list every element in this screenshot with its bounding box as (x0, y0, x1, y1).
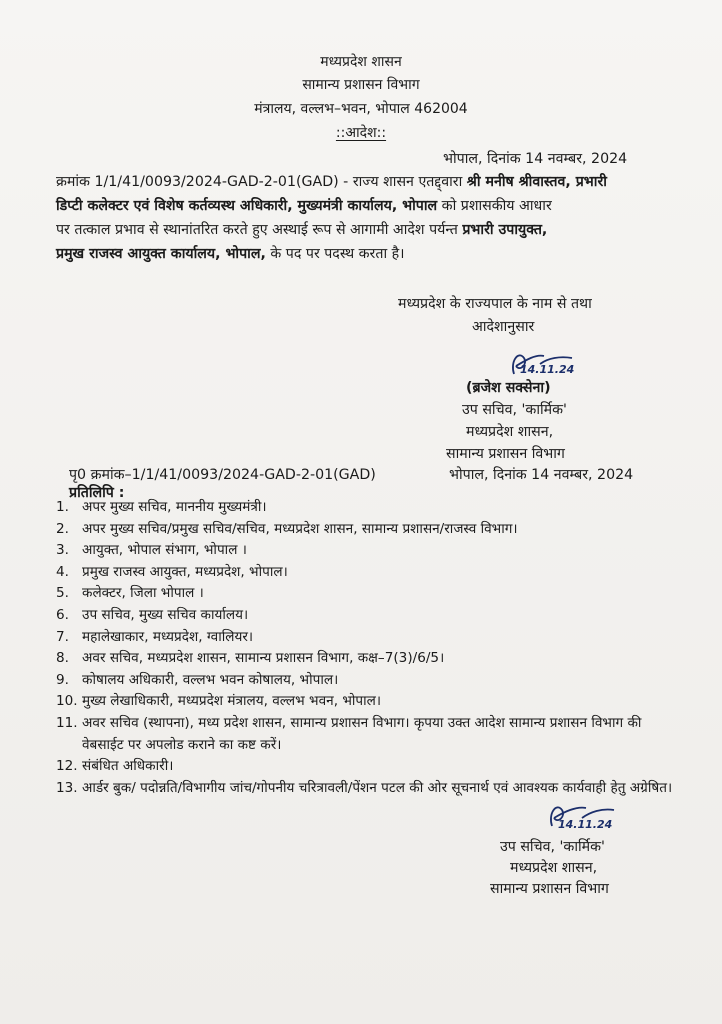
copy-list (56, 497, 686, 799)
signatory-2-dept: सामान्य प्रशासन विभाग (490, 881, 609, 897)
order-line-4-rest: के पद पर पदस्थ करता है। (270, 246, 405, 262)
signatory-2-designation: उप सचिव, 'कार्मिक' (500, 839, 605, 855)
order-line-3 (56, 218, 547, 242)
list-item: 1. अपर मुख्य सचिव, माननीय मुख्यमंत्री। (56, 499, 267, 515)
list-item: 11. अवर सचिव (स्थापना), मध्य प्रदेश शासन, सामान्य प्रशासन विभाग। कृपया उक्त आदेश सामान्य प्रशासन विभाग की वेबसाईट पर अपलोड कराने का कष्ट करें। (56, 714, 642, 753)
officer-current-post: डिप्टी कलेक्टर एवं विशेष कर्तव्यस्थ अधिकारी, मुख्यमंत्री कार्यालय, भोपाल (56, 198, 438, 214)
list-item: 8. अवर सचिव, मध्यप्रदेश शासन, सामान्य प्रशासन विभाग, कक्ष–7(3)/6/5। (56, 650, 445, 667)
header-address: मंत्रालय, वल्लभ–भवन, भोपाल 462004 (254, 101, 468, 117)
signatory-1-gov: मध्यप्रदेश शासन, (466, 424, 554, 440)
list-item: 9. कोषालय अधिकारी, वल्लभ भवन कोषालय, भोपाल। (56, 671, 339, 688)
header-gov: मध्यप्रदेश शासन (320, 54, 402, 70)
order-date: भोपाल, दिनांक 14 नवम्बर, 2024 (443, 151, 628, 167)
list-item: 2. अपर मुख्य सचिव/प्रमुख सचिव/सचिव, मध्यप्रदेश शासन, सामान्य प्रशासन/राजस्व विभाग। (56, 520, 518, 537)
order-line-1 (56, 170, 607, 194)
signatory-1-dept: सामान्य प्रशासन विभाग (446, 446, 565, 462)
list-item: 13. आर्डर बुक/ पदोन्नति/विभागीय जांच/गोपनीय चरित्रावली/पेंशन पटल की ओर सूचनार्थ एवं आवश्यक कार्यवाही हेतु अग्रेषित। (56, 779, 673, 796)
signature-2-date: 14.11.24 (558, 818, 613, 831)
list-item: 6. उप सचिव, मुख्य सचिव कार्यालय। (56, 606, 249, 623)
signatory-1-designation: उप सचिव, 'कार्मिक' (462, 402, 567, 418)
list-item: 3. आयुक्त, भोपाल संभाग, भोपाल । (56, 542, 247, 559)
signature-1-date: 14.11.24 (520, 363, 575, 376)
order-line-2 (56, 194, 552, 218)
new-post-part1: प्रभारी उपायुक्त, (462, 222, 548, 238)
list-item: 7. महालेखाकार, मध्यप्रदेश, ग्वालियर। (56, 628, 254, 645)
signatory-2-gov: मध्यप्रदेश शासन, (510, 860, 598, 876)
list-item: 10. मुख्य लेखाधिकारी, मध्यप्रदेश मंत्रालय, वल्लभ भवन, भोपाल। (56, 693, 382, 710)
order-line-2-rest: को प्रशासकीय आधार (441, 198, 552, 214)
list-item: 5. कलेक्टर, जिला भोपाल । (56, 585, 204, 602)
order-line-4 (56, 242, 405, 266)
signatory-1-name: (ब्रजेश सक्सेना) (466, 380, 551, 396)
officer-name: श्री मनीष श्रीवास्तव, प्रभारी (466, 174, 607, 190)
authority-line-1: मध्यप्रदेश के राज्यपाल के नाम से तथा (398, 296, 592, 312)
order-line-1-text: राज्य शासन एतद्द्वारा (352, 174, 463, 190)
order-line-3-text: पर तत्काल प्रभाव से स्थानांतरित करते हुए अस्थाई रूप से आगामी आदेश पर्यन्त (56, 222, 458, 238)
order-title: ::आदेश:: (335, 125, 387, 141)
header-department: सामान्य प्रशासन विभाग (302, 77, 420, 93)
authority-line-2: आदेशानुसार (472, 319, 535, 335)
endorsement-number: पृ0 क्रमांक–1/1/41/0093/2024-GAD-2-01(GAD) (69, 467, 376, 483)
order-number: 1/1/41/0093/2024-GAD-2-01(GAD) - (94, 174, 349, 190)
list-item: 12. संबंधित अधिकारी। (56, 758, 174, 775)
order-number-label: क्रमांक (56, 174, 90, 190)
endorsement-date: भोपाल, दिनांक 14 नवम्बर, 2024 (449, 467, 634, 483)
new-post-part2: प्रमुख राजस्व आयुक्त कार्यालय, भोपाल, (56, 246, 266, 262)
list-item: 4. प्रमुख राजस्व आयुक्त, मध्यप्रदेश, भोपाल। (56, 563, 288, 580)
copy-label: प्रतिलिपि : (69, 485, 125, 501)
